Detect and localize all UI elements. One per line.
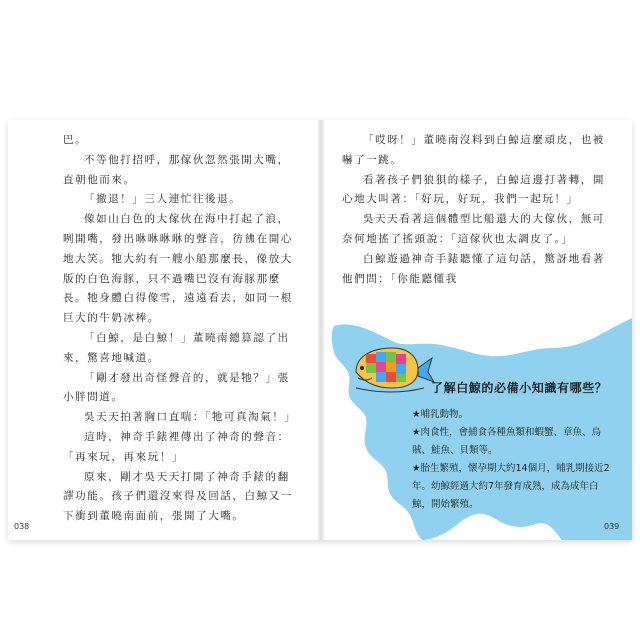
info-item-1: ★哺乳動物。: [412, 409, 469, 420]
left-paragraph-6: 「剛才發出奇怪聲音的，就是牠？」張小胖問道。: [63, 371, 290, 404]
left-paragraph-2: 不等他打招呼，那傢伙忽然張開大嘴，直朝他而來。: [63, 153, 290, 186]
info-item-3: ★胎生繁殖，懷孕期大約14個月，哺乳期接近2年。幼鯨經過大約7年發育成熟，成為成年白鯨，開始繁殖。: [412, 463, 610, 510]
left-paragraph-9: 原來，剛才吳天天打開了神奇手錶的翻譯功能。孩子們還沒來得及回話，白鯨又一下衝到董曉南面前，張開了大嘴。: [63, 470, 293, 523]
right-page-text: [342, 131, 610, 289]
right-paragraph-3: 吳天天看著這個體型比船還大的大傢伙，無可奈何地搖了搖頭說：「這傢伙也太調皮了。」: [342, 213, 605, 245]
left-paragraph-8: 這時，神奇手錶裡傳出了神奇的聲音：「再來玩，再來玩！」: [63, 430, 290, 463]
info-box-list: [412, 406, 610, 514]
info-item-2: ★肉食性，會捕食各種魚類和蝦蟹、章魚、烏賊、鮭魚、貝類等。: [412, 427, 602, 456]
left-page-text: [63, 131, 297, 527]
left-paragraph-7: 吳天天拍著胸口直喘：「牠可真淘氣！」: [84, 411, 297, 424]
book-spine: [318, 120, 324, 540]
right-paragraph-4: 白鯨遊過神奇手錶聽懂了這句話，驚訝地看著他們問：「你能聽懂我: [342, 252, 605, 285]
page-number-right: 039: [604, 522, 620, 531]
right-paragraph-2: 看著孩子們狼狽的樣子，白鯨這邊打著轉，開心地大叫著：「好玩，好玩，我們一起玩！」: [342, 173, 605, 206]
info-box-title: 了解白鯨的必備小知識有哪些？: [431, 381, 608, 395]
left-paragraph-1: 巴。: [63, 134, 88, 146]
left-paragraph-3: 「撤退！」三人連忙往後退。: [84, 193, 242, 206]
left-paragraph-4: 像如山白色的大傢伙在海中打起了浪，咧開嘴，發出咻咻咻咻的聲音，彷彿在開心地大笑。牠大約有一艘小船那麼長，像放大版的白色海豚，只不過嘴巴沒有海豚那麼長。牠身體白得像雪，遠遠看去，如同一根巨大的牛奶冰棒。: [63, 213, 293, 325]
left-paragraph-5: 「白鯨，是白鯨！」董曉南總算認了出來，驚喜地喊道。: [63, 331, 290, 364]
right-paragraph-1: 「哎呀！」董曉南沒料到白鯨這麼頑皮，也被嚇了一跳。: [342, 134, 605, 166]
page-number-left: 038: [14, 522, 30, 531]
